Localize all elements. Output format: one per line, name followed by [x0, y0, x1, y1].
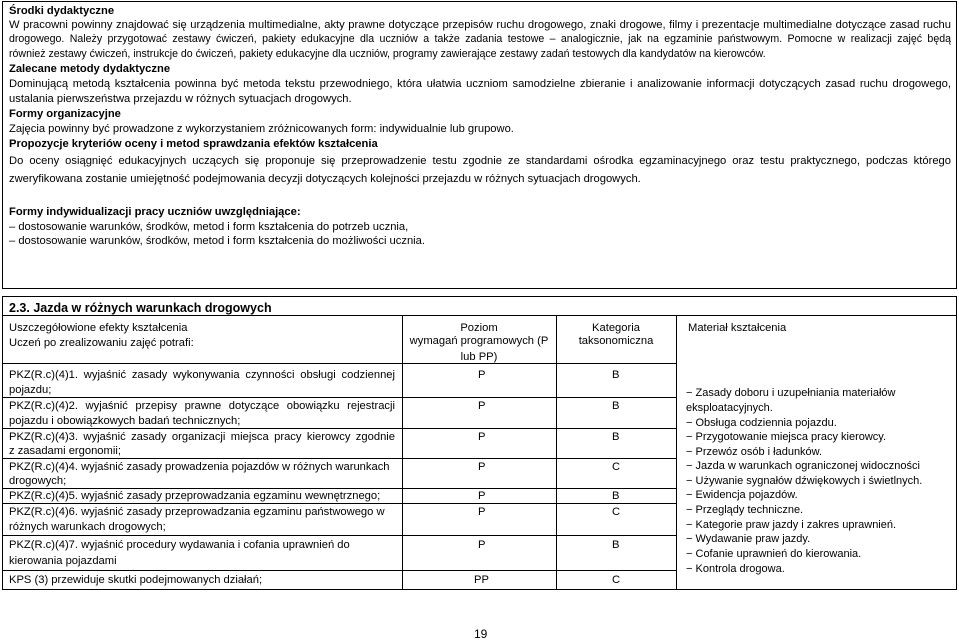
row-7-effect-line1: PKZ(R.c)(4)7. wyjaśnić procedury wydawania i cofania uprawnień do: [9, 539, 350, 551]
row-2-category: B: [612, 400, 620, 412]
material-item: − Zasady doboru i uzupełniania materiałów: [686, 387, 896, 399]
row-4-category: C: [612, 461, 621, 473]
dash-icon: −: [686, 504, 693, 516]
dash-icon: −: [686, 489, 693, 501]
row-3-effect-line1: PKZ(R.c)(4)3. wyjaśnić zasady organizacji miejsca pracy kierowcy zgodnie: [9, 431, 395, 443]
row-8-category: C: [612, 574, 621, 586]
row-6-effect-line2: różnych warunkach drogowych;: [9, 521, 166, 533]
srodki-text-line-1: W pracowni powinny znajdować się urządzenia multimedialne, akty prawne dotyczące przepisów ruchu drogowego, znaki drogowe, filmy i prezentacje multimedialne dotyczące zasad ruchu: [9, 19, 951, 31]
header-col2-line3: lub PP): [460, 351, 498, 363]
row-2-effect-line2: pojazdu i obowiązkowych badań technicznych;: [9, 415, 241, 427]
indywidualizacja-heading: Formy indywidualizacji pracy uczniów uwzględniające:: [9, 206, 301, 218]
row-1-category: B: [612, 369, 620, 381]
srodki-heading: Środki dydaktyczne: [9, 5, 115, 17]
row-4-effect-line1: PKZ(R.c)(4)4. wyjaśnić zasady prowadzenia pojazdów w różnych warunkach: [9, 461, 390, 473]
propozycje-text-line-1: Do oceny osiągnięć edukacyjnych uczących się proponuje się przeprowadzenie testu zgodnie ze standardami ośrodka egzaminacyjnego oraz testu praktycznego, podczas którego: [9, 155, 951, 167]
module-title: 2.3. Jazda w różnych warunkach drogowych: [9, 301, 272, 315]
material-item: − Używanie sygnałów dźwiękowych i świetlnych.: [686, 475, 923, 487]
row-1-effect-line2: pojazdu;: [9, 384, 52, 396]
dash-icon: −: [686, 431, 693, 443]
row-4-effect-line2: drogowych;: [9, 475, 67, 487]
material-item: − Jazda w warunkach ograniczonej widoczności: [686, 460, 920, 472]
header-col1-line2: Uczeń po zrealizowaniu zajęć potrafi:: [9, 337, 194, 349]
header-col3-line2: taksonomiczna: [578, 335, 654, 347]
propozycje-heading: Propozycje kryteriów oceny i metod sprawdzania efektów kształcenia: [9, 138, 378, 150]
row-6-effect-line1: PKZ(R.c)(4)6. wyjaśnić zasady przeprowadzania egzaminu państwowego w: [9, 506, 385, 518]
formy-text: Zajęcia powinny być prowadzone z wykorzystaniem zróżnicowanych form: indywidualnie lub grupowo.: [9, 123, 514, 135]
material-item: − Przeglądy techniczne.: [686, 504, 804, 516]
row-1-effect-line1: PKZ(R.c)(4)1. wyjaśnić zasady wykonywania czynności obsługi codziennej: [9, 369, 395, 381]
dash-icon: −: [686, 548, 693, 560]
row-6-level: P: [478, 506, 486, 518]
srodki-text-line-2: drogowego. Należy przygotować zestawy ćwiczeń, pakiety edukacyjne dla uczniów a także zadania testowe – analogicznie, jak na egzaminie państwowym. Pomocne w realizacji zajęć będą: [9, 33, 951, 45]
material-item-continuation: eksploatacyjnych.: [686, 402, 773, 414]
material-item: − Przewóz osób i ładunków.: [686, 446, 823, 458]
metody-heading: Zalecane metody dydaktyczne: [9, 63, 171, 75]
dash-icon: −: [686, 417, 693, 429]
row-8-level: PP: [474, 574, 489, 586]
row-5-category: B: [612, 490, 620, 502]
material-item: − Kategorie praw jazdy i zakres uprawnień.: [686, 519, 897, 531]
material-item: − Cofanie uprawnień do kierowania.: [686, 548, 862, 560]
dash-icon: −: [686, 475, 693, 487]
metody-text-line-1: Dominującą metodą kształcenia powinna być metoda tekstu przewodniego, która ułatwia uczniom samodzielne zbieranie i analizowanie informacji dotyczących zasad ruchu drogowego,: [9, 78, 951, 90]
header-col2-line1: Poziom: [460, 322, 498, 334]
row-3-level: P: [478, 431, 486, 443]
row-8-effect-line1: KPS (3) przewiduje skutki podejmowanych działań;: [9, 574, 263, 586]
row-7-effect-line2: kierowania pojazdami: [9, 555, 117, 567]
indywidualizacja-item-1: – dostosowanie warunków, środków, metod i form kształcenia do potrzeb ucznia,: [9, 221, 409, 233]
header-col1-line1: Uszczegółowione efekty kształcenia: [9, 322, 188, 334]
row-3-effect-line2: z zasadami ergonomii;: [9, 445, 121, 457]
row-4-level: P: [478, 461, 486, 473]
header-col3-line1: Kategoria: [592, 322, 640, 334]
row-2-effect-line1: PKZ(R.c)(4)2. wyjaśnić przepisy prawne dotyczące obowiązku rejestracji: [9, 400, 395, 412]
row-1-level: P: [478, 369, 486, 381]
material-item: − Ewidencja pojazdów.: [686, 489, 798, 501]
dash-icon: −: [686, 387, 693, 399]
row-6-category: C: [612, 506, 621, 518]
row-7-category: B: [612, 539, 620, 551]
formy-heading: Formy organizacyjne: [9, 108, 121, 120]
row-5-effect-line1: PKZ(R.c)(4)5. wyjaśnić zasady przeprowadzania egzaminu wewnętrznego;: [9, 490, 381, 502]
material-item: − Wydawanie praw jazdy.: [686, 533, 811, 545]
page-number: 19: [474, 627, 488, 641]
dash-icon: −: [686, 563, 693, 575]
dash-icon: −: [686, 460, 693, 472]
header-col4: Materiał kształcenia: [688, 322, 787, 334]
row-3-category: B: [612, 431, 620, 443]
row-2-level: P: [478, 400, 486, 412]
indywidualizacja-item-2: – dostosowanie warunków, środków, metod i form kształcenia do możliwości ucznia.: [9, 235, 425, 247]
header-col2-line2: wymagań programowych (P: [409, 335, 549, 347]
dash-icon: −: [686, 533, 693, 545]
material-item: − Przygotowanie miejsca pracy kierowcy.: [686, 431, 887, 443]
row-5-level: P: [478, 490, 486, 502]
material-item: − Obsługa codziennia pojazdu.: [686, 417, 837, 429]
dash-icon: −: [686, 446, 693, 458]
metody-text-line-2: ustalania pierwszeństwa przejazdu w różnych sytuacjach drogowych.: [9, 93, 352, 105]
srodki-text-line-3: również zestawy ćwiczeń, instrukcje do ćwiczeń, pakiety edukacyjne dla uczniów, programy zawierające zestawy zadań testowych dla kandydatów na kierowców.: [9, 48, 766, 60]
dash-icon: −: [686, 519, 693, 531]
row-7-level: P: [478, 539, 486, 551]
propozycje-text-line-2: zweryfikowana zostanie umiejętność podejmowania decyzji dotyczących kolejności przejazdu w różnych sytuacjach drogowych.: [9, 173, 641, 185]
material-item: − Kontrola drogowa.: [686, 563, 785, 575]
